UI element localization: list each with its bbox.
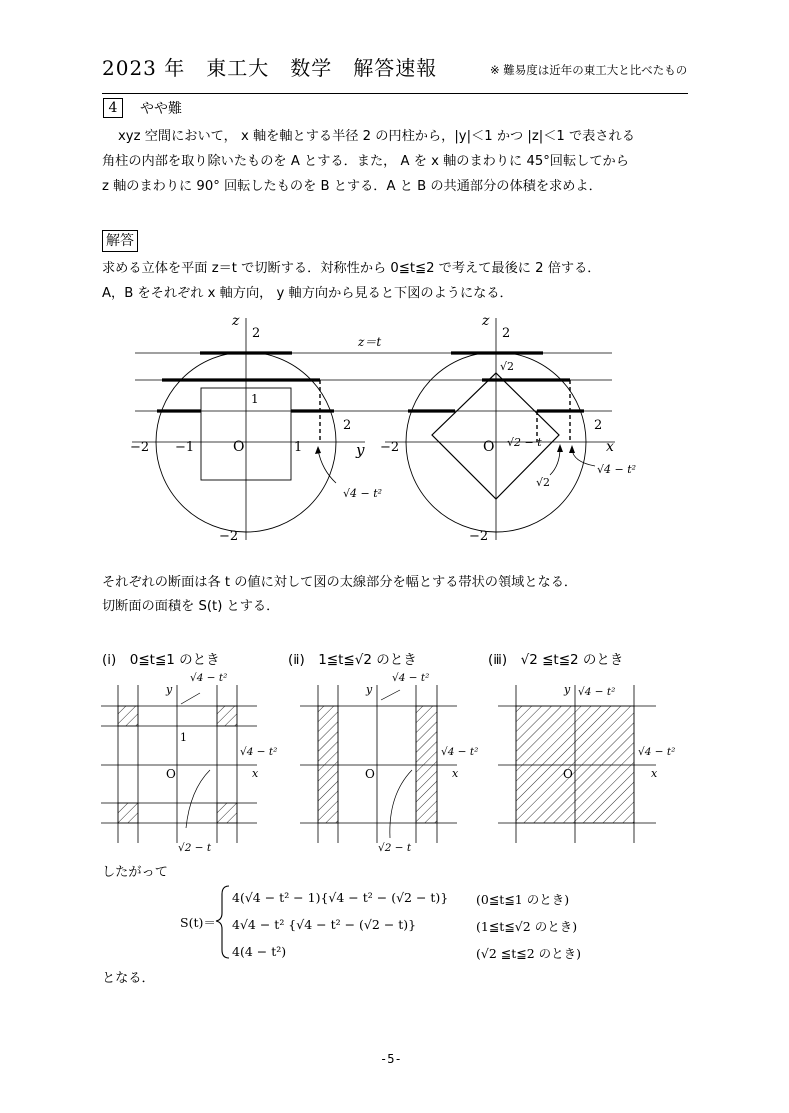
formula-row-1-cond: (0≦t≦1 のとき) — [476, 892, 570, 907]
formula-row-2-expr: 4√4 − t² {√4 − t² − (√2 − t)} — [232, 917, 417, 932]
z-axis-label: z — [232, 313, 240, 329]
plane-label: z＝t — [358, 335, 382, 349]
origin-label: O — [563, 767, 573, 781]
label-sqrt-4-t2: √4 − t² — [343, 487, 383, 500]
label-one: 1 — [180, 731, 187, 744]
label-one: 1 — [294, 440, 303, 455]
label-sqrt-4-t2: √4 − t² — [441, 746, 479, 758]
label-two: 2 — [252, 326, 261, 341]
header-title: 2023 年 東工大 数学 解答速報 — [102, 56, 438, 80]
answer-intro-2: A，B をそれぞれ x 軸方向， y 軸方向から見ると下図のようになる． — [102, 286, 513, 301]
label-sqrt2: √2 — [500, 360, 515, 373]
origin-label: O — [166, 767, 176, 781]
formula-row-3-expr: 4(4 − t²) — [232, 944, 287, 959]
case-label-1: (ⅰ) 0≦t≦1 のとき — [102, 652, 220, 668]
y-axis-label: y — [564, 683, 571, 696]
label-one: 1 — [251, 392, 259, 406]
label-sqrt2-minus-t: √2 − t — [178, 842, 212, 854]
label-two: 2 — [594, 418, 603, 433]
problem-difficulty: やや難 — [140, 101, 182, 117]
formula-row-2-cond: (1≦t≦√2 のとき) — [476, 919, 578, 934]
label-sqrt-4-t2: √4 − t² — [597, 463, 637, 476]
label-sqrt2: √2 — [536, 476, 551, 489]
label-neg-two: −2 — [130, 440, 150, 455]
answer-intro-1: 求める立体を平面 z＝t で切断する．対称性から 0≦t≦2 で考えて最後に 2 倍する． — [102, 261, 601, 276]
problem-line-3: z 軸のまわりに 90° 回転したものを B とする．A と B の共通部分の体積を求めよ． — [102, 179, 602, 194]
label-sqrt-4-t2: √4 − t² — [240, 746, 278, 758]
z-axis-label: z — [482, 313, 490, 329]
label-sqrt-4-t2: √4 − t² — [638, 746, 676, 758]
answer-label: 解答 — [102, 230, 138, 252]
label-neg-two: −2 — [380, 440, 400, 455]
label-neg-one: −1 — [175, 440, 195, 455]
label-sqrt-4-t2: √4 − t² — [190, 672, 228, 684]
label-sqrt-4-t2: √4 − t² — [392, 672, 430, 684]
label-two: 2 — [502, 326, 511, 341]
case-label-3: (ⅲ) √2 ≦t≦2 のとき — [488, 652, 624, 668]
problem-line-1: xyz 空間において， x 軸を軸とする半径 2 の円柱から，|y|＜1 かつ |z|＜1 で表される — [118, 129, 635, 144]
formula-row-1-expr: 4(√4 − t² − 1){√4 − t² − (√2 − t)} — [232, 890, 449, 905]
formula-row-3-cond: (√2 ≦t≦2 のとき) — [476, 946, 582, 961]
label-neg-two: −2 — [219, 529, 239, 544]
y-axis-label: y — [356, 441, 365, 459]
conclusion-text: となる． — [102, 971, 155, 986]
origin-label: O — [233, 439, 245, 455]
y-axis-label: y — [166, 683, 173, 696]
label-sqrt2-minus-t: √2 − t — [378, 842, 412, 854]
label-sqrt-4-t2: √4 − t² — [578, 686, 616, 698]
case-label-2: (ⅱ) 1≦t≦√2 のとき — [288, 652, 417, 668]
page-number: -5- — [380, 1052, 402, 1066]
answer-middle-1: それぞれの断面は各 t の値に対して図の太線部分を幅とする帯状の領域となる． — [102, 575, 578, 590]
x-axis-label: x — [606, 439, 614, 455]
x-axis-label: x — [651, 767, 658, 780]
therefore-text: したがって — [102, 865, 168, 880]
label-sqrt2-minus-t: √2 − t — [507, 436, 542, 449]
label-neg-two: −2 — [469, 529, 489, 544]
label-two: 2 — [343, 418, 352, 433]
formula-lhs: S(t)＝ — [180, 915, 216, 930]
origin-label: O — [365, 767, 375, 781]
y-axis-label: y — [366, 683, 373, 696]
answer-middle-2: 切断面の面積を S(t) とする． — [102, 599, 280, 614]
header-note: ※ 難易度は近年の東工大と比べたもの — [490, 63, 688, 77]
problem-line-2: 角柱の内部を取り除いたものを A とする．また， A を x 軸のまわりに 45°回転してから — [102, 154, 629, 169]
x-axis-label: x — [452, 767, 459, 780]
problem-number: 4 — [103, 98, 123, 118]
x-axis-label: x — [252, 767, 259, 780]
origin-label: O — [483, 439, 495, 455]
